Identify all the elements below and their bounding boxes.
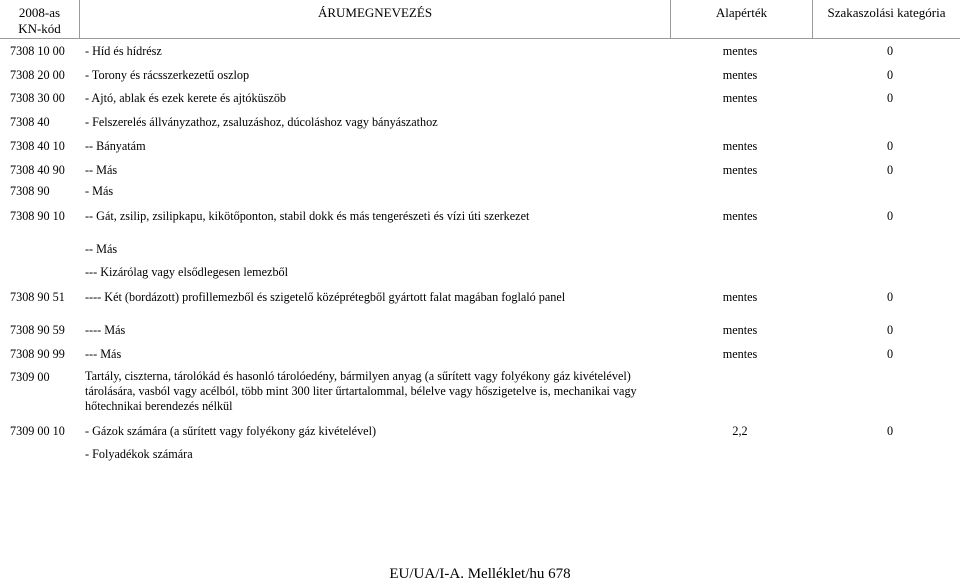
row-code: 7308 90	[10, 184, 50, 198]
row-code: 7308 90 59	[10, 323, 65, 337]
row-category: 0	[886, 139, 894, 153]
row-description: - Gázok számára (a sűrített vagy folyékony gáz kivételével)	[85, 424, 377, 438]
row-description: Tartály, ciszterna, tárolókád és hasonló tárolóedény, bármilyen anyag (a sűrített vagy folyékony gáz kivételével) tárolására, vasból vagy acélból, több mint 300 liter űrtartalommal, bélelve vagy hőszigetelve is, mechanikai vagy hőtechnikai berendezés nélkül	[85, 369, 637, 413]
row-code: 7308 90 51	[10, 290, 65, 304]
row-base-rate: mentes	[722, 139, 758, 153]
row-base-rate: mentes	[722, 323, 758, 337]
row-category: 0	[886, 347, 894, 361]
row-base-rate: mentes	[722, 163, 758, 177]
table-header	[0, 0, 960, 38]
row-description: -- Más	[85, 163, 118, 177]
row-code: 7308 90 99	[10, 347, 65, 361]
row-code: 7309 00 10	[10, 424, 65, 438]
row-category: 0	[886, 68, 894, 82]
row-category: 0	[886, 44, 894, 58]
row-base-rate: 2,2	[732, 424, 748, 438]
row-code: 7309 00	[10, 370, 50, 384]
row-base-rate: mentes	[722, 347, 758, 361]
header-description: ÁRUMEGNEVEZÉS	[317, 5, 433, 20]
header-code	[0, 5, 79, 37]
row-code: 7308 40 10	[10, 139, 65, 153]
row-base-rate: mentes	[722, 68, 758, 82]
row-description: -- Bányatám	[85, 139, 146, 153]
row-code: 7308 10 00	[10, 44, 65, 58]
row-description: - Híd és hídrész	[85, 44, 162, 58]
row-description: - Folyadékok számára	[85, 447, 193, 461]
row-description: --- Más	[85, 347, 122, 361]
row-code: 7308 40 90	[10, 163, 65, 177]
row-category: 0	[886, 290, 894, 304]
header-code-line2: KN-kód	[18, 21, 61, 36]
row-category: 0	[886, 424, 894, 438]
row-description: - Ajtó, ablak és ezek kerete és ajtóküszöb	[85, 91, 287, 105]
row-code: 7308 40	[10, 115, 50, 129]
header-divider-line	[0, 38, 960, 39]
row-description: -- Más	[85, 242, 118, 256]
row-code: 7308 20 00	[10, 68, 65, 82]
row-category: 0	[886, 323, 894, 337]
row-code: 7308 90 10	[10, 209, 65, 223]
header-base-rate: Alapérték	[715, 5, 768, 20]
page-footer: EU/UA/I-A. Melléklet/hu 678	[389, 566, 571, 582]
row-base-rate: mentes	[722, 290, 758, 304]
row-description: -- Gát, zsilip, zsilipkapu, kikötőponton, stabil dokk és más tengerészeti és vízi úti szerkezet	[85, 209, 530, 223]
row-base-rate: mentes	[722, 209, 758, 223]
row-category: 0	[886, 209, 894, 223]
row-description: ---- Más	[85, 323, 126, 337]
row-description: - Felszerelés állványzathoz, zsaluzáshoz, dúcoláshoz vagy bányászathoz	[85, 115, 438, 129]
row-description: --- Kizárólag vagy elsődlegesen lemezből	[85, 265, 289, 279]
header-staging-category: Szakaszolási kategória	[827, 5, 946, 20]
row-description: ---- Két (bordázott) profillemezből és szigetelő középrétegből gyártott falat magában foglaló panel	[85, 290, 566, 304]
row-base-rate: mentes	[722, 44, 758, 58]
row-base-rate: mentes	[722, 91, 758, 105]
row-description: - Más	[85, 184, 114, 198]
row-category: 0	[886, 91, 894, 105]
row-code: 7308 30 00	[10, 91, 65, 105]
header-code-line1: 2008-as	[18, 5, 61, 20]
row-description: - Torony és rácsszerkezetű oszlop	[85, 68, 250, 82]
row-category: 0	[886, 163, 894, 177]
